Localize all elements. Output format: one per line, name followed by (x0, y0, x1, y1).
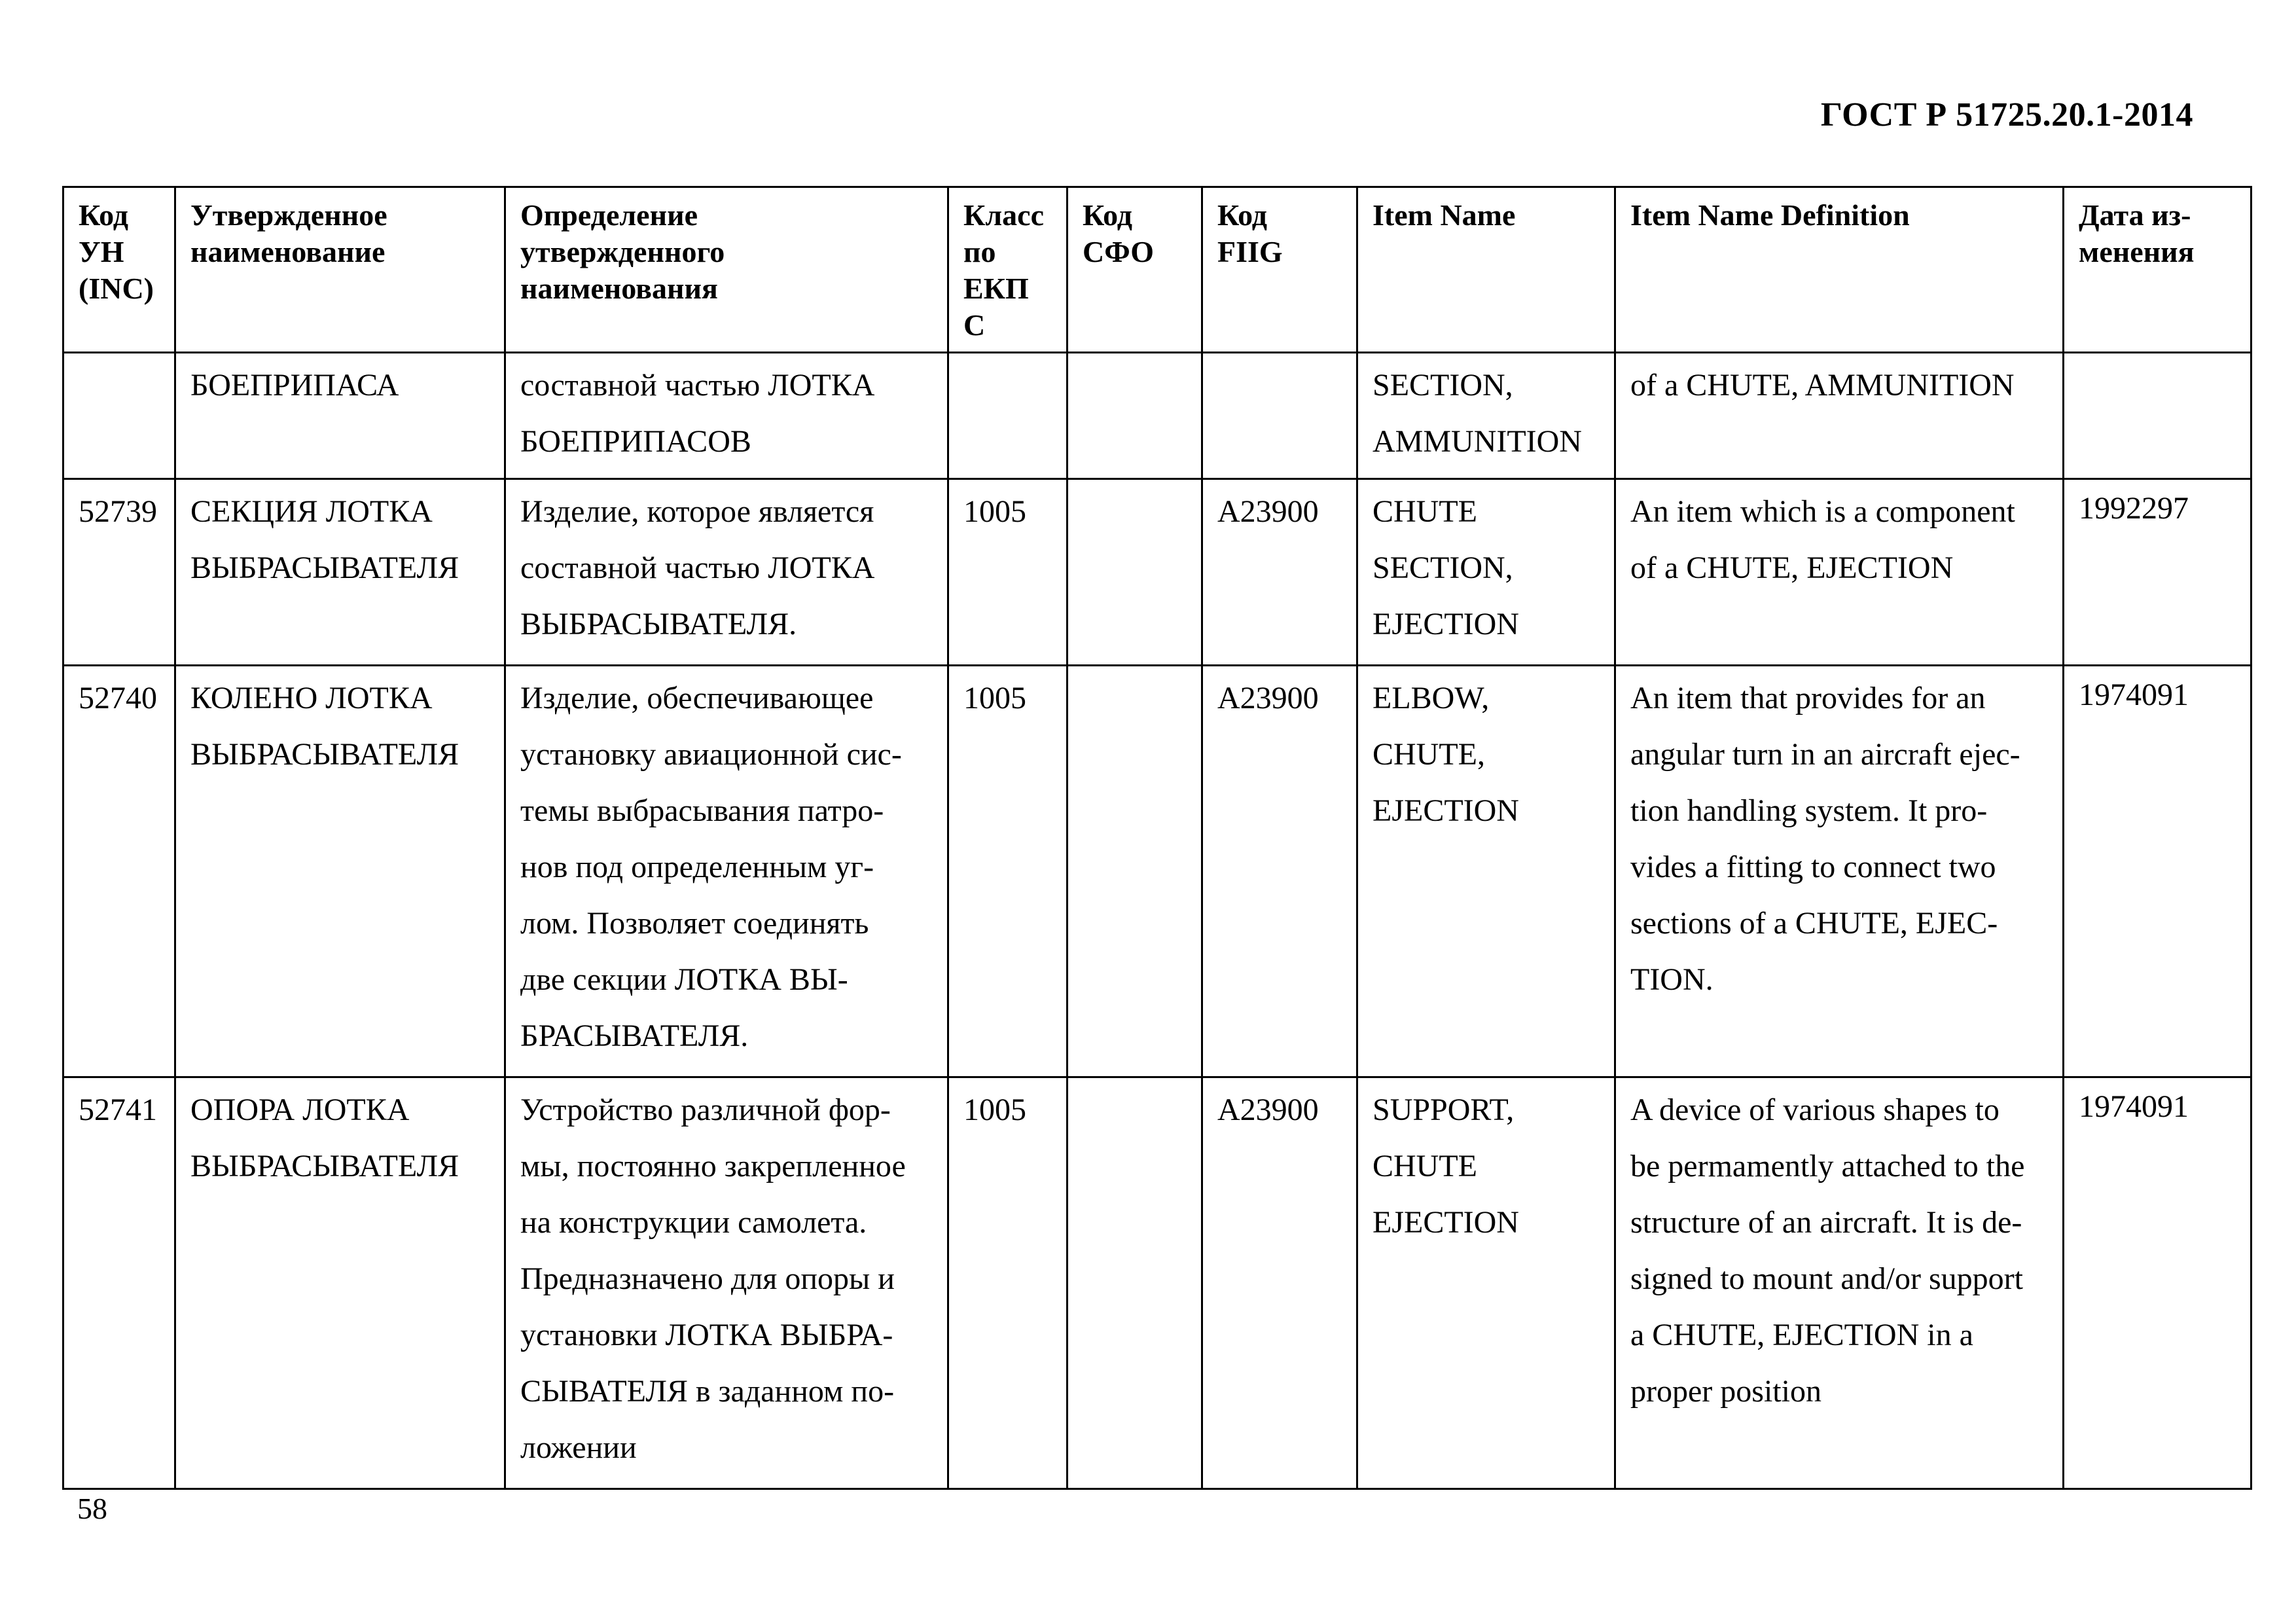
column-header-name-definition: Определение утвержденного наименования (505, 187, 948, 353)
cell-fiig-code: A23900 (1202, 666, 1357, 1077)
cell-item-name: CHUTE SECTION, EJECTION (1357, 479, 1615, 666)
cell-name-definition: Устройство различной фор- мы, постоянно закрепленное на конструкции самолета. Предназначено для опоры и установки ЛОТКА ВЫБРА- СЫВАТЕЛЯ в заданном по- ложении (505, 1077, 948, 1489)
cell-item-name: SECTION, AMMUNITION (1357, 353, 1615, 479)
cell-sfo-code (1067, 1077, 1202, 1489)
cell-item-name-definition: An item that provides for an angular turn in an aircraft ejec- tion handling system. It pro- vides a fitting to connect two sections of a CHUTE, EJEC- TION. (1615, 666, 2064, 1077)
cell-sfo-code (1067, 479, 1202, 666)
cell-inc: 52739 (63, 479, 175, 666)
cell-change-date: 1974091 (2064, 666, 2251, 1077)
cell-approved-name: БОЕПРИПАСА (175, 353, 505, 479)
column-header-item-name: Item Name (1357, 187, 1615, 353)
cell-fiig-code (1202, 353, 1357, 479)
cell-inc: 52740 (63, 666, 175, 1077)
catalog-table (62, 186, 2252, 1490)
cell-item-name: SUPPORT, CHUTE EJECTION (1357, 1077, 1615, 1489)
table-header-row (63, 187, 2251, 353)
column-header-inc: Код УН (INC) (63, 187, 175, 353)
cell-item-name: ELBOW, CHUTE, EJECTION (1357, 666, 1615, 1077)
cell-item-name-definition: A device of various shapes to be permamently attached to the structure of an aircraft. It is de- signed to mount and/or support a CHUTE, EJECTION in a proper position (1615, 1077, 2064, 1489)
cell-class: 1005 (948, 1077, 1067, 1489)
cell-name-definition: Изделие, которое является составной частью ЛОТКА ВЫБРАСЫВАТЕЛЯ. (505, 479, 948, 666)
cell-class (948, 353, 1067, 479)
column-header-sfo-code: Код СФО (1067, 187, 1202, 353)
table-row (63, 666, 2251, 1077)
column-header-approved-name: Утвержденное наименование (175, 187, 505, 353)
table-row (63, 353, 2251, 479)
cell-approved-name: ОПОРА ЛОТКА ВЫБРАСЫВАТЕЛЯ (175, 1077, 505, 1489)
cell-approved-name: КОЛЕНО ЛОТКА ВЫБРАСЫВАТЕЛЯ (175, 666, 505, 1077)
cell-fiig-code: A23900 (1202, 1077, 1357, 1489)
cell-inc (63, 353, 175, 479)
table-row (63, 1077, 2251, 1489)
column-header-item-name-definition: Item Name Definition (1615, 187, 2064, 353)
cell-class: 1005 (948, 479, 1067, 666)
cell-item-name-definition: An item which is a component of a CHUTE, EJECTION (1615, 479, 2064, 666)
cell-item-name-definition: of a CHUTE, AMMUNITION (1615, 353, 2064, 479)
cell-approved-name: СЕКЦИЯ ЛОТКА ВЫБРАСЫВАТЕЛЯ (175, 479, 505, 666)
document-code: ГОСТ Р 51725.20.1-2014 (1820, 96, 2193, 134)
cell-change-date: 1992297 (2064, 479, 2251, 666)
cell-change-date (2064, 353, 2251, 479)
cell-name-definition: составной частью ЛОТКА БОЕПРИПАСОВ (505, 353, 948, 479)
cell-inc: 52741 (63, 1077, 175, 1489)
cell-fiig-code: A23900 (1202, 479, 1357, 666)
table-row (63, 479, 2251, 666)
cell-name-definition: Изделие, обеспечивающее установку авиационной сис- темы выбрасывания патро- нов под определенным уг- лом. Позволяет соединять две секции ЛОТКА ВЫ- БРАСЫВАТЕЛЯ. (505, 666, 948, 1077)
cell-sfo-code (1067, 353, 1202, 479)
column-header-change-date: Дата из- менения (2064, 187, 2251, 353)
column-header-class: Класс по ЕКП С (948, 187, 1067, 353)
cell-class: 1005 (948, 666, 1067, 1077)
cell-change-date: 1974091 (2064, 1077, 2251, 1489)
page-number: 58 (77, 1492, 107, 1525)
cell-sfo-code (1067, 666, 1202, 1077)
column-header-fiig-code: Код FIIG (1202, 187, 1357, 353)
